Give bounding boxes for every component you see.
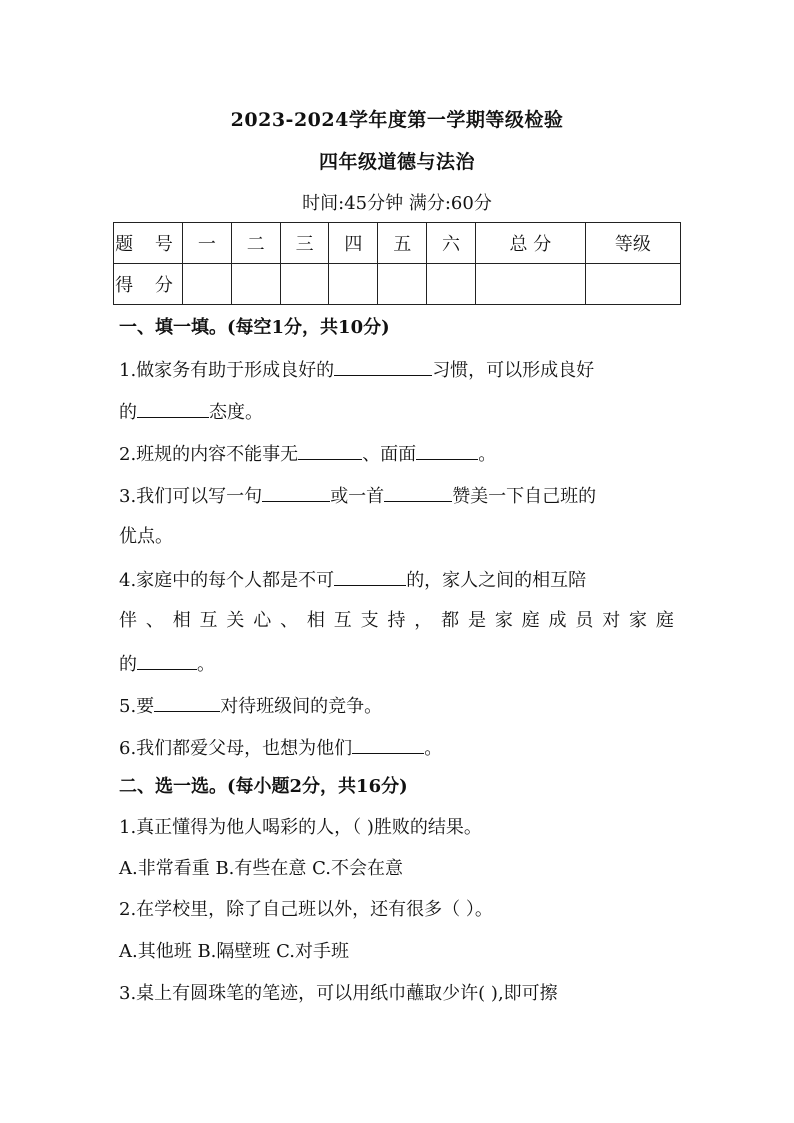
question-1-1-line1 xyxy=(119,357,594,383)
answer-blank[interactable] xyxy=(334,357,432,376)
question-char: 关 xyxy=(226,610,245,631)
answer-blank[interactable] xyxy=(137,399,209,418)
answer-blank[interactable] xyxy=(416,441,478,460)
score-table xyxy=(113,222,681,305)
exam-title: 2023-2024学年度第一学期等级检验 xyxy=(230,109,564,131)
question-char: 相 xyxy=(172,610,191,631)
score-header-cell: 四 xyxy=(329,223,378,264)
question-1-6 xyxy=(119,735,442,761)
answer-blank[interactable] xyxy=(137,651,197,670)
question-char: 互 xyxy=(333,610,352,631)
section2-heading: 二、选一选。(每小题2分，共16分) xyxy=(119,776,408,797)
score-header-cell: 总 分 xyxy=(475,223,585,264)
exam-time-info: 时间:45分钟 满分:60分 xyxy=(302,193,492,214)
answer-blank[interactable] xyxy=(154,693,220,712)
answer-blank[interactable] xyxy=(384,483,452,502)
question-char: ， xyxy=(414,610,433,631)
question-text: 习惯，可以形成良好 xyxy=(432,360,595,381)
score-row-label: 得 分 xyxy=(114,264,183,305)
score-cell[interactable] xyxy=(329,264,378,305)
exam-subject: 四年级道德与法治 xyxy=(318,151,475,173)
question-text: 态度。 xyxy=(209,402,263,423)
question-1-3-line2: 优点。 xyxy=(119,526,173,547)
question-1-4-line1 xyxy=(119,567,586,593)
score-cell[interactable] xyxy=(427,264,476,305)
question-1-1-line2 xyxy=(119,399,263,425)
question-text: 。 xyxy=(424,738,443,759)
score-header-cell: 等级 xyxy=(585,223,680,264)
question-2-2: 2.在学校里，除了自己班以外，还有很多（ ）。 xyxy=(119,899,493,920)
question-text: 2.班规的内容不能事无 xyxy=(119,444,299,465)
answer-blank[interactable] xyxy=(298,441,362,460)
question-char: 成 xyxy=(548,610,567,631)
question-text: 1.做家务有助于形成良好的 xyxy=(119,360,335,381)
answer-blank[interactable] xyxy=(352,735,424,754)
answer-blank[interactable] xyxy=(262,483,330,502)
question-text: 6.我们都爱父母，也想为他们 xyxy=(119,738,353,759)
question-2-3: 3.桌上有圆珠笔的笔迹，可以用纸巾蘸取少许( ),即可擦 xyxy=(119,983,558,1004)
question-char: 员 xyxy=(575,610,594,631)
question-char: 持 xyxy=(387,610,406,631)
question-char: 伴 xyxy=(119,610,137,631)
question-text: 的 xyxy=(119,402,137,423)
question-char: 、 xyxy=(280,610,299,631)
question-text: 对待班级间的竞争。 xyxy=(220,696,383,717)
question-1-5 xyxy=(119,693,382,719)
question-char: 心 xyxy=(253,610,272,631)
score-header-cell: 一 xyxy=(183,223,232,264)
question-char: 是 xyxy=(467,610,486,631)
question-text: 3.我们可以写一句 xyxy=(119,486,263,507)
question-char: 庭 xyxy=(521,610,540,631)
question-char: 相 xyxy=(306,610,325,631)
question-char: 家 xyxy=(494,610,513,631)
score-table-header-row xyxy=(114,223,681,264)
score-cell[interactable] xyxy=(475,264,585,305)
question-text: 赞美一下自己班的 xyxy=(452,486,597,507)
score-cell[interactable] xyxy=(183,264,232,305)
question-text: 4.家庭中的每个人都是不可 xyxy=(119,570,335,591)
question-char: 、 xyxy=(145,610,164,631)
question-1-3-line1 xyxy=(119,483,596,509)
question-char: 都 xyxy=(441,610,460,631)
score-header-cell: 六 xyxy=(427,223,476,264)
question-2-1: 1.真正懂得为他人喝彩的人，（ )胜败的结果。 xyxy=(119,817,482,838)
question-char: 对 xyxy=(602,610,621,631)
score-cell[interactable] xyxy=(231,264,280,305)
score-header-cell: 五 xyxy=(378,223,427,264)
score-header-cell: 题 号 xyxy=(114,223,183,264)
question-char: 家 xyxy=(629,610,648,631)
question-text: 的，家人之间的相互陪 xyxy=(406,570,587,591)
question-text: 5.要 xyxy=(119,696,155,717)
question-char: 庭 xyxy=(655,610,674,631)
question-char: 支 xyxy=(360,610,379,631)
question-1-4-line2 xyxy=(119,609,674,633)
score-header-cell: 二 xyxy=(231,223,280,264)
question-text: 。 xyxy=(197,654,215,675)
section1-heading: 一、填一填。(每空1分，共10分) xyxy=(119,317,390,338)
score-header-cell: 三 xyxy=(280,223,329,264)
question-text: 。 xyxy=(478,444,497,465)
answer-blank[interactable] xyxy=(334,567,406,586)
score-cell[interactable] xyxy=(378,264,427,305)
question-2-2-options: A.其他班 B.隔壁班 C.对手班 xyxy=(119,941,349,962)
question-text: 或一首 xyxy=(330,486,385,507)
question-1-4-line3 xyxy=(119,651,215,677)
question-1-2 xyxy=(119,441,496,467)
score-cell[interactable] xyxy=(280,264,329,305)
score-cell[interactable] xyxy=(585,264,680,305)
score-table-score-row xyxy=(114,264,681,305)
question-char: 互 xyxy=(199,610,218,631)
question-2-1-options: A.非常看重 B.有些在意 C.不会在意 xyxy=(119,858,403,879)
question-text: 的 xyxy=(119,654,137,675)
question-text: 、面面 xyxy=(362,444,417,465)
